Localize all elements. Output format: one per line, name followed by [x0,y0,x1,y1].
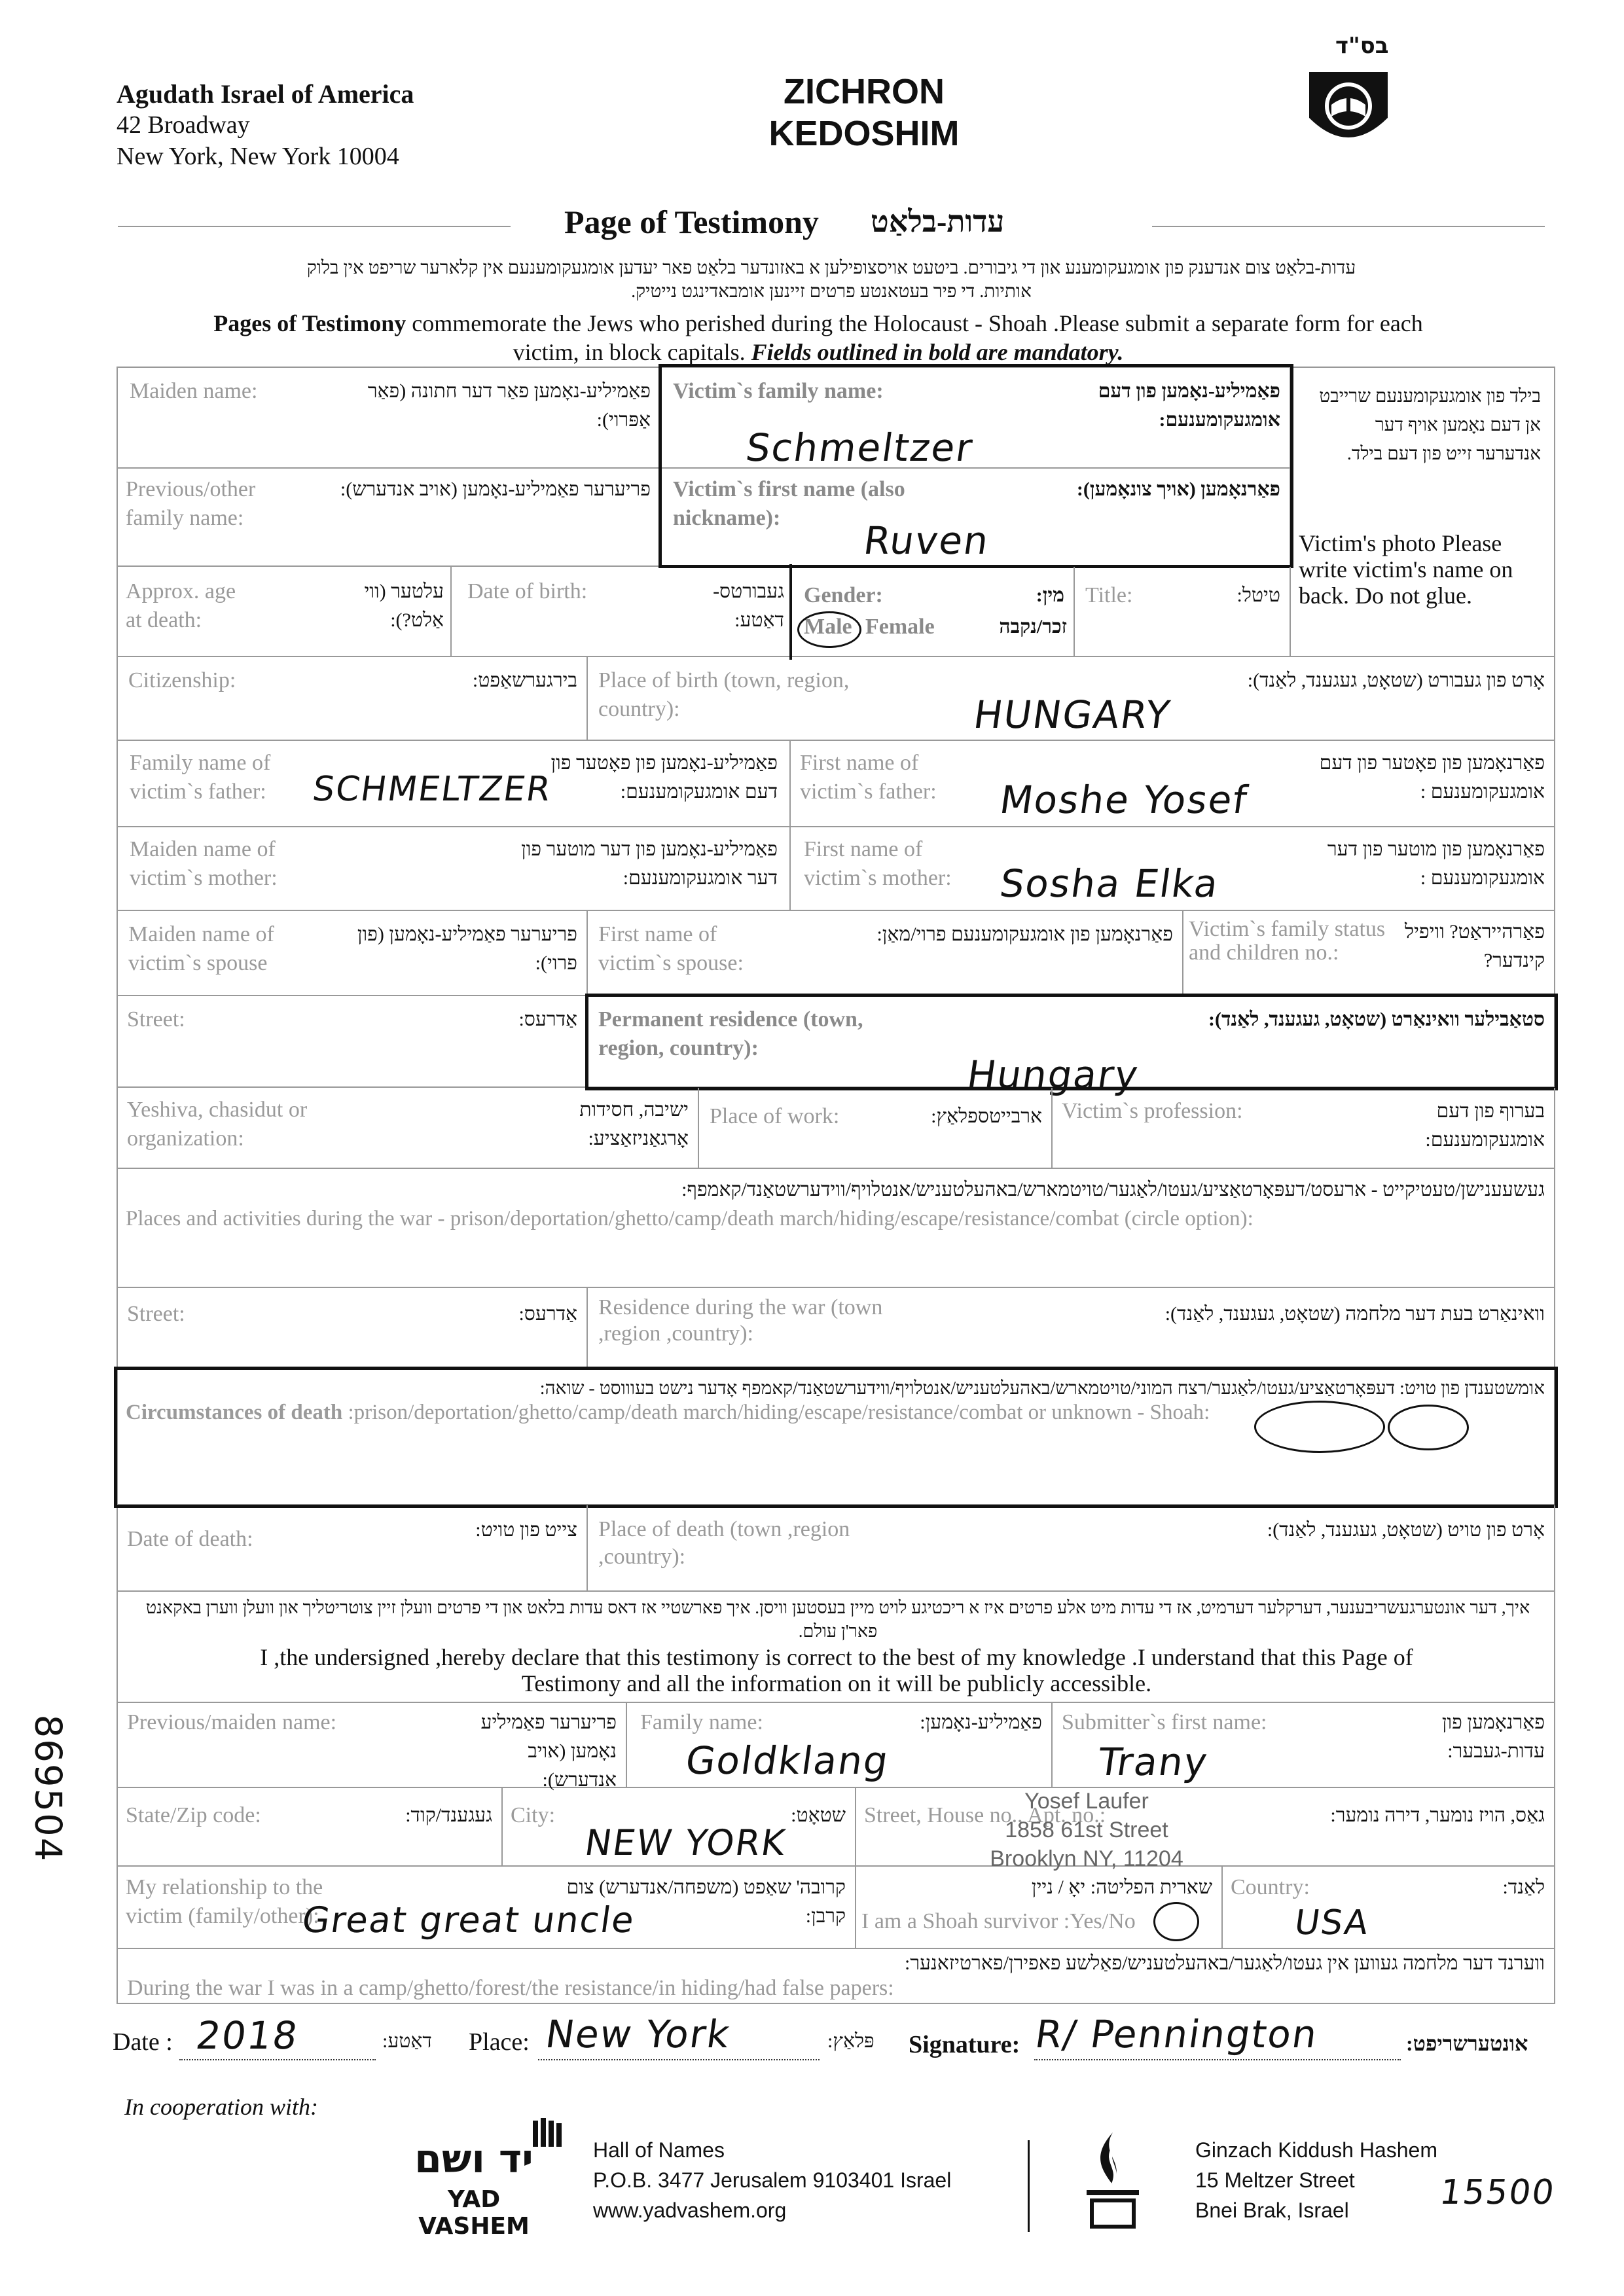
gender-male-option[interactable]: Male [804,615,852,639]
war-residence-label-he: וואינאַרט בעת דער מלחמה (שטאָט, געגענד, לאַנד): [1164,1303,1545,1325]
yad-vashem-logo [389,2115,567,2240]
relationship-field[interactable] [117,1867,856,1949]
country-label-he: לאַנד: [1502,1876,1545,1898]
ginzach-city: Bnei Brak, Israel [1195,2198,1349,2222]
cooperation-label: In cooperation with: [124,2094,318,2120]
country-label: Country: [1231,1875,1310,1899]
mother-first-name-value: Sosha Elka [997,861,1222,906]
victim-family-name-label-he: פאַמיליע-נאָמען פון דעם אומגעקומענעם: [1098,380,1280,431]
bsd-mark: בס"ד [1335,33,1389,59]
war-residence-field[interactable] [588,1288,1555,1369]
victim-photo-box[interactable] [1291,367,1555,657]
circumstances-of-death-label-he: אומשטענדן פון טויט: דעפּאָרטאַציע/געטו/לאַגער/רצח המוני/טויטמארש/באהעלטעניש/אנטלויף/ווידערשטאַנד/קאמפף אָדער נישט בעוווסט - שואה: [539,1378,1545,1399]
date-value: 2018 [193,2013,302,2058]
place-of-death-label: Place of death (town ,region ,country): [598,1517,850,1569]
date-of-birth-field[interactable] [452,567,792,657]
submitter-first-name-label: Submitter`s first name: [1062,1710,1267,1734]
yad-vashem-url[interactable]: www.yadvashem.org [593,2198,787,2222]
intro-en-rest: commemorate the Jews who perished during the Holocaust - Shoah .Please submit a separate form for each [406,310,1423,336]
photo-instructions-he: בילד פון אומגעקומענעם שרייבט אן דעם נאָמען אויף דער אנדערער זייט פון דעם בילד. [1319,386,1541,464]
intro-en-mandatory: Fields outlined in bold are mandatory. [751,339,1124,365]
intro-en-bold: Pages of Testimony [213,310,406,336]
permanent-residence-label-he: סטאַבילער וואינאַרט (שטאָט, געגענד, לאַנד): [1208,1009,1545,1030]
intro-english [98,309,1538,367]
mandatory-residence-outline [585,994,1558,1090]
intro-en-line-2: victim, in block capitals. [513,339,751,365]
signature-label-he: אונטערשריפט: [1406,2032,1528,2055]
war-street-label: Street: [127,1302,185,1326]
submitter-war-status-label: During the war I was in a camp/ghetto/forest/the resistance/in hiding/had false papers: [127,1976,894,2000]
place-label-he: פּלאַץ: [827,2030,875,2052]
war-residence-label: Residence during the war (town ,region ,country): [598,1295,883,1346]
street-house-label-he: גאַס, הויז נומער, דירה נומער: [1330,1804,1545,1826]
date-of-birth-label: Date of birth: [467,579,588,603]
mother-maiden-name-label: Maiden name of victim`s mother: [130,837,278,890]
country-field[interactable] [1223,1867,1555,1949]
circumstances-of-death-title: Circumstances of death [126,1401,343,1424]
permanent-residence-label: Permanent residence (town, region, country): [598,1007,863,1060]
submitter-family-name-field[interactable] [627,1703,1053,1788]
street-label: Street: [127,1007,185,1031]
submitter-family-name-value: Goldklang [683,1738,892,1783]
place-of-death-label-he: אָרט פון טויט (שטאָט, געגענד, לאַנד): [1267,1519,1545,1541]
war-street-field[interactable] [117,1288,588,1369]
mother-first-name-label: First name of victim`s mother: [804,837,952,890]
unknown-selection-circle [1254,1401,1385,1453]
submitter-previous-name-label-he: פריערער פאַמיליע נאָמען (אויב אנדערש): [480,1712,617,1791]
place-of-work-label-he: ארבייטספלאַץ: [931,1105,1042,1127]
kedoshim-line: KEDOSHIM [768,114,960,153]
spouse-first-name-field[interactable] [588,911,1183,996]
page-title-en: Page of Testimony [564,204,819,240]
ginzach-address [1195,2135,1437,2225]
stamp-line-1: Yosef Laufer [1024,1789,1149,1814]
previous-family-name-field[interactable] [117,469,661,567]
org-name: Agudath Israel of America [117,79,414,109]
city-label: City: [511,1803,556,1827]
maiden-name-field[interactable] [117,367,661,469]
previous-family-name-label: Previous/other family name: [126,477,256,530]
photo-instructions-en: Victim's photo Please write victim's name on back. Do not glue. [1299,530,1513,609]
hall-of-names-address [593,2135,951,2225]
yeshiva-field[interactable] [117,1088,699,1169]
submitter-previous-name-label: Previous/maiden name: [127,1710,337,1734]
war-activities-field[interactable] [117,1169,1555,1288]
approx-age-label: Approx. age at death: [126,579,236,632]
title-rule-left [118,226,511,227]
profession-label-he: בערוף פון דעם אומגעקומענעם: [1425,1100,1545,1151]
street-house-label: Street, House no., Apt. no.: [864,1803,1106,1827]
war-activities-label-he: געשעענישן/טעטיקייט - ארעסט/דעפּאָרטאַציע/געטו/לאַגער/טויטמארש/באהעלטעניש/אנטלויף/ווידערשטאַנד/קאמפף: [681,1179,1545,1200]
mother-maiden-name-field[interactable] [117,827,791,911]
victim-family-name-value: Schmeltzer [743,425,977,470]
title-field[interactable] [1075,567,1291,657]
declaration-section [117,1592,1555,1703]
date-label-he: דאַטע: [382,2030,432,2052]
org-address-line-2: New York, New York 10004 [117,143,399,170]
mandatory-victim-name-outline [659,364,1293,568]
submitter-family-name-label: Family name: [640,1710,763,1734]
title-label: Title: [1085,583,1133,607]
date-of-birth-label-he: געבורטס- דאַטע: [713,581,784,631]
spouse-maiden-name-label: Maiden name of victim`s spouse [128,922,274,975]
submitter-first-name-field[interactable] [1053,1703,1555,1788]
zichron-kedoshim-title [720,71,1008,154]
survivor-no-circle [1153,1902,1199,1941]
intro-hebrew [111,257,1551,304]
place-of-birth-value: HUNGARY [971,692,1174,737]
mother-first-name-label-he: פאַרנאָמען פון מוטער פון דער אומגעקומענעם : [1327,838,1545,889]
hall-of-names-pob: P.O.B. 3477 Jerusalem 9103401 Israel [593,2168,952,2192]
yad-vashem-english: YAD VASHEM [418,2186,530,2240]
stamp-line-3: Brooklyn NY, 11204 [990,1846,1183,1871]
approx-age-field[interactable] [117,567,452,657]
declaration-en-line-2: Testimony and all the information on it will be publicly accessible. [521,1670,1152,1696]
father-first-name-label-he: פאַרנאָמען פון פאָטער פון דעם אומגעקומענעם : [1319,752,1545,802]
spouse-maiden-name-label-he: פריערער פאַמיליע-נאָמען (פון פרוי): [357,924,577,974]
address-stamp [916,1787,1257,1873]
family-status-label: Victim`s family status and children no.: [1189,917,1386,965]
relationship-label: My relationship to the victim (family/other): [126,1875,323,1928]
father-family-name-label: Family name of victim`s father: [130,751,271,804]
victim-first-name-label: Victim`s first name (also nickname): [673,477,905,530]
state-zip-label: State/Zip code: [126,1803,261,1827]
declaration-he: איך, דער אונטערגעשריבענער, דערקלער דערמיט, אז די עדות מיט אלע פרטים איז א ריכטיגע לויט מיין בעסטען וויסן. איך פארשטיי אז דאס עדות בלאט און די פרטים וועלן זיין צוטריטליך און וועלן ווערן באקאנט פאר'ן עולם. [145,1598,1530,1641]
submitter-previous-name-field[interactable] [117,1703,627,1791]
city-label-he: שטאָט: [791,1804,846,1826]
gender-label-he: מין: [1036,584,1064,606]
submitter-first-name-value: Trany [1095,1740,1212,1784]
victim-first-name-label-he: פאַרנאָמען (אויך צונאָמען): [1076,478,1280,500]
father-first-name-label: First name of victim`s father: [800,751,937,804]
maiden-name-label-he: פאַמיליע-נאָמען פאַר דער חתונה (פאַר אַפּרוי): [367,380,651,431]
submitter-war-status-label-he: ווערנד דער מלחמה געווען אין געטו/לאַגער/באהעלטעניש/פאַלשע פאפירן/פארטיזאנער: [904,1952,1545,1974]
family-status-label-he: פאַרהייראַט? וויפיל קינדער? [1405,921,1545,971]
father-first-name-value: Moshe Yosef [997,778,1251,822]
organization-logo-icon [1303,65,1394,151]
street-field[interactable] [117,996,588,1088]
stamp-line-2: 1858 61st Street [1005,1818,1168,1842]
victim-family-name-label: Victim`s family name: [673,379,884,403]
signature-value: R/ Pennington [1032,2012,1321,2056]
place-of-birth-label: Place of birth (town, region, country): [598,668,850,721]
shoah-selection-circle [1388,1405,1469,1450]
place-label: Place: [469,2028,530,2056]
shoah-survivor-label: I am a Shoah survivor :Yes/No [861,1909,1136,1933]
approx-age-label-he: עלטער (ווי אַלט?): [364,581,444,631]
yeshiva-label-he: ישיבה, חסידות אָרגאַניזאַציע: [579,1099,689,1149]
gender-female-option[interactable]: Female [865,615,935,639]
ginzach-street: 15 Meltzer Street [1195,2168,1355,2192]
signature-label: Signature: [909,2031,1020,2058]
relationship-label-he: קרובה' שאַפט (משפחה/אנדערש) צום קרבן: [566,1876,846,1927]
place-value: New York [543,2012,734,2056]
zichron-line: ZICHRON [784,72,945,111]
date-label: Date : [113,2028,173,2056]
profession-field[interactable] [1053,1088,1555,1169]
citizenship-label: Citizenship: [128,668,236,692]
hall-of-names-title: Hall of Names [593,2138,725,2162]
intro-he-line-1: עדות-בלאַט צום אנדענק פון אומגעקומענע און די גיבורים. ביטעט אויסצופילען א באזונדער בלאַט פאר יעדען אומגעקומענעם אין קלארער שריפט אין בלוק [306,258,1356,278]
mandatory-gender-outline [789,564,1077,660]
submitter-family-name-label-he: פאַמיליע-נאָמען: [920,1712,1042,1733]
declaration-en [156,1644,1517,1696]
place-of-birth-label-he: אָרט פון געבורט (שטאָט, געגענד, לאַנד): [1247,670,1545,691]
ginzach-logo-icon [1074,2128,1152,2233]
street-label-he: אַדרעס: [518,1009,577,1030]
gender-label: Gender: [804,583,883,607]
victim-first-name-value: Ruven [861,518,993,563]
spouse-first-name-label-he: פאַרנאָמען פון אומגעקומענעם פרוי/מאַן: [876,924,1173,945]
state-zip-field[interactable] [117,1788,503,1867]
spouse-first-name-label: First name of victim`s spouse: [598,922,744,975]
father-family-name-field[interactable] [117,741,791,827]
shoah-survivor-label-he: שארית הפליטה: יאָ / ניין [1031,1876,1212,1898]
date-of-death-field[interactable] [117,1505,588,1592]
margin-archive-number: 869504 [26,1714,69,1863]
father-first-name-field[interactable] [791,741,1555,827]
place-of-birth-field[interactable] [588,657,1555,741]
previous-family-name-label-he: פריערער פאַמיליע-נאָמען (אויב אנדערש): [340,478,651,500]
circumstances-of-death-options: :prison/deportation/ghetto/camp/death march/hiding/escape/resistance/combat or unknown - Shoah: [342,1401,1210,1424]
mother-maiden-name-label-he: פאַמיליע-נאָמען פון דער מוטער פון דער אומגעקומענעם: [521,838,778,889]
citizenship-field[interactable] [117,657,588,741]
yad-vashem-hebrew: יד ושם [414,2136,533,2182]
date-of-death-label-he: צייט פון טויט: [475,1519,577,1541]
submitter-first-name-label-he: פאַרנאָמען פון עדות-געבער: [1441,1712,1545,1762]
intro-he-line-2: אותיות. די פיר בעטאנטע פרטים זיינען אומבאדינגט נייטיק. [631,281,1032,302]
city-value: NEW YORK [582,1822,789,1863]
war-activities-label: Places and activities during the war - prison/deportation/ghetto/camp/death march/hiding/escape/resistance/combat (circle option): [126,1207,1254,1230]
title-rule-right [1152,226,1545,227]
war-street-label-he: אַדרעס: [518,1303,577,1325]
state-zip-label-he: געגענד/קוד: [405,1804,492,1826]
ginzach-title: Ginzach Kiddush Hashem [1195,2138,1437,2162]
org-block [117,79,522,172]
place-of-work-field[interactable] [699,1088,1053,1169]
place-of-death-field[interactable] [588,1505,1555,1592]
page-title-he: עדות-בלאַט [871,205,1005,238]
father-family-name-value: SCHMELTZER [310,770,554,809]
submitter-war-status-field[interactable] [117,1949,1555,2004]
place-of-work-label: Place of work: [710,1104,840,1128]
title-label-he: טיטל: [1236,584,1280,606]
footer-divider [1028,2140,1030,2232]
org-address-line-1: 42 Broadway [117,111,250,139]
father-family-name-label-he: פאַמיליע-נאָמען פון פאָטער פון דעם אומגעקומענעם: [550,752,778,802]
date-of-death-label: Date of death: [127,1527,253,1551]
spouse-maiden-name-field[interactable] [117,911,588,996]
gender-options-he: זכר/נקבה [999,616,1067,637]
yeshiva-label: Yeshiva, chasidut or organization: [127,1098,308,1151]
city-field[interactable] [503,1788,856,1867]
profession-label: Victim`s profession: [1062,1099,1243,1123]
declaration-en-line-1: I ,the undersigned ,hereby declare that this testimony is correct to the best of my knowledge .I understand that this Page of [260,1644,1413,1670]
relationship-value: Great great uncle [299,1899,638,1941]
mother-first-name-field[interactable] [791,827,1555,911]
corner-archive-number: 15500 [1437,2173,1558,2212]
country-value: USA [1291,1903,1372,1943]
maiden-name-label: Maiden name: [130,379,258,403]
family-status-field[interactable] [1183,911,1555,996]
permanent-residence-value: Hungary [964,1052,1142,1097]
citizenship-label-he: בירגערשאַפט: [472,670,577,691]
